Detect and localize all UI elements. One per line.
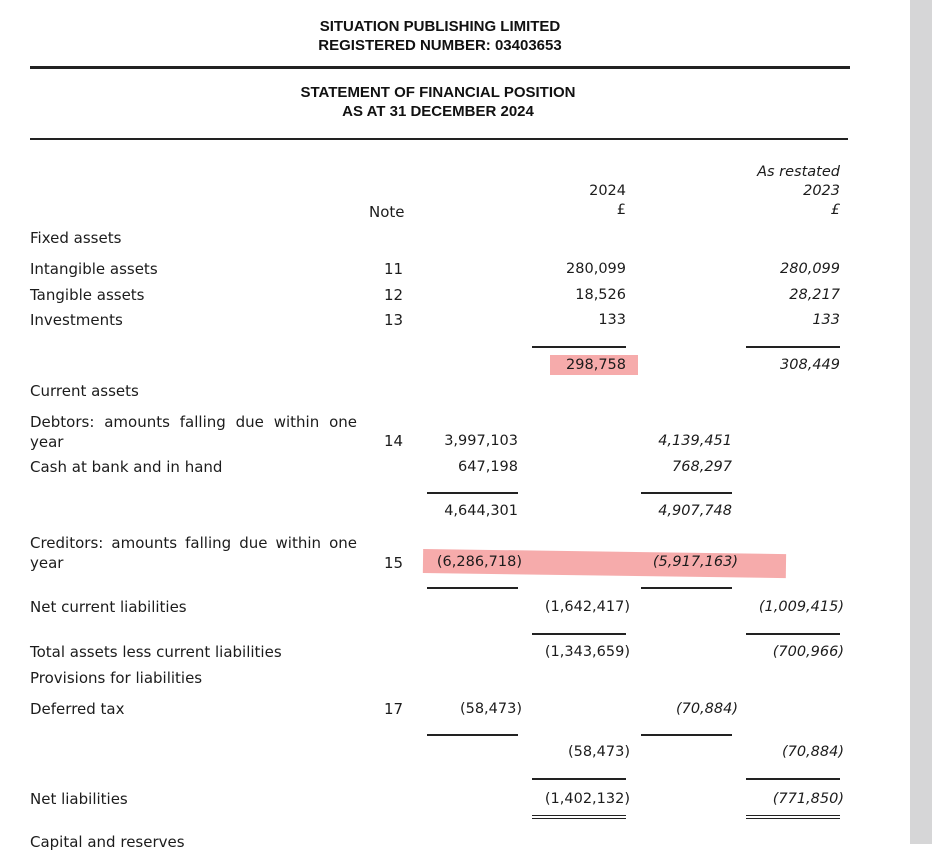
tangible-assets-2024: 18,526	[575, 287, 626, 303]
current-assets-heading: Current assets	[30, 382, 139, 400]
prior-year-heading: 2023	[803, 183, 840, 199]
provisions-heading: Provisions for liabilities	[30, 669, 203, 687]
provisions-total-2023: (70,884)	[781, 744, 844, 760]
current-assets-rule-2023	[641, 492, 732, 494]
current-assets-total-2024: 4,644,301	[444, 503, 518, 519]
net-current-rule-2024	[532, 633, 626, 635]
debtors-label-line2: year	[30, 433, 64, 451]
investments-2024: 133	[598, 312, 626, 328]
title-rule	[30, 138, 848, 140]
net-liabilities-double-rule-2023	[746, 815, 840, 819]
deferred-tax-rule-2024	[427, 734, 518, 736]
current-assets-rule-2024	[427, 492, 518, 494]
current-currency-heading: £	[616, 202, 626, 218]
debtors-label-line1: Debtors: amounts falling due within one	[30, 413, 357, 431]
deferred-tax-note: 17	[384, 700, 404, 718]
tangible-assets-note: 12	[384, 286, 404, 304]
creditors-label-line1: Creditors: amounts falling due within one	[30, 534, 357, 552]
scrollbar-track[interactable]	[910, 0, 932, 844]
net-current-liabilities-2024: (1,642,417)	[544, 599, 630, 615]
debtors-2023: 4,139,451	[658, 433, 732, 449]
tangible-assets-2023: 28,217	[789, 287, 840, 303]
net-liabilities-label: Net liabilities	[30, 790, 128, 808]
fixed-assets-total-2023: 308,449	[780, 357, 840, 373]
net-current-rule-2023	[746, 633, 840, 635]
company-name: SITUATION PUBLISHING LIMITED	[319, 18, 561, 35]
cash-label: Cash at bank and in hand	[30, 458, 223, 476]
prior-restated-heading: As restated	[757, 164, 840, 180]
provisions-total-2024: (58,473)	[567, 744, 630, 760]
tangible-assets-label: Tangible assets	[30, 286, 145, 304]
intangible-assets-note: 11	[384, 260, 404, 278]
creditors-2024: (6,286,718)	[436, 554, 522, 570]
deferred-tax-label: Deferred tax	[30, 700, 125, 718]
creditors-rule-2024	[427, 587, 518, 589]
intangible-assets-label: Intangible assets	[30, 260, 158, 278]
provisions-rule-2023	[746, 778, 840, 780]
debtors-2024: 3,997,103	[444, 433, 518, 449]
creditors-rule-2023	[641, 587, 732, 589]
current-assets-total-2023: 4,907,748	[658, 503, 732, 519]
registered-number: REGISTERED NUMBER: 03403653	[318, 37, 562, 54]
investments-2023: 133	[812, 312, 840, 328]
creditors-2023: (5,917,163)	[652, 554, 738, 570]
total-assets-less-cl-2023: (700,966)	[772, 644, 844, 660]
net-current-liabilities-2023: (1,009,415)	[758, 599, 844, 615]
deferred-tax-rule-2023	[641, 734, 732, 736]
intangible-assets-2023: 280,099	[780, 261, 840, 277]
investments-label: Investments	[30, 311, 123, 329]
deferred-tax-2024: (58,473)	[459, 701, 522, 717]
total-assets-less-cl-label: Total assets less current liabilities	[30, 643, 282, 661]
investments-note: 13	[384, 311, 404, 329]
net-current-liabilities-label: Net current liabilities	[30, 598, 187, 616]
intangible-assets-2024: 280,099	[566, 261, 626, 277]
header-rule	[30, 66, 850, 69]
net-liabilities-double-rule-2024	[532, 815, 626, 819]
net-liabilities-2024: (1,402,132)	[544, 791, 630, 807]
provisions-rule-2024	[532, 778, 626, 780]
cash-2024: 647,198	[458, 459, 518, 475]
note-heading: Note	[369, 203, 405, 221]
creditors-note: 15	[384, 554, 404, 572]
fixed-assets-total-2024: 298,758	[566, 357, 626, 373]
statement-date: AS AT 31 DECEMBER 2024	[342, 103, 534, 120]
total-assets-less-cl-2024: (1,343,659)	[544, 644, 630, 660]
cash-2023: 768,297	[672, 459, 732, 475]
creditors-label-line2: year	[30, 554, 64, 572]
deferred-tax-2023: (70,884)	[675, 701, 738, 717]
capital-reserves-heading: Capital and reserves	[30, 833, 185, 851]
statement-title: STATEMENT OF FINANCIAL POSITION	[300, 84, 576, 101]
debtors-note: 14	[384, 432, 404, 450]
fixed-assets-subtotal-rule-2024	[532, 346, 626, 348]
prior-currency-heading: £	[830, 202, 840, 218]
net-liabilities-2023: (771,850)	[772, 791, 844, 807]
fixed-assets-heading: Fixed assets	[30, 229, 122, 247]
fixed-assets-subtotal-rule-2023	[746, 346, 840, 348]
current-year-heading: 2024	[589, 183, 626, 199]
